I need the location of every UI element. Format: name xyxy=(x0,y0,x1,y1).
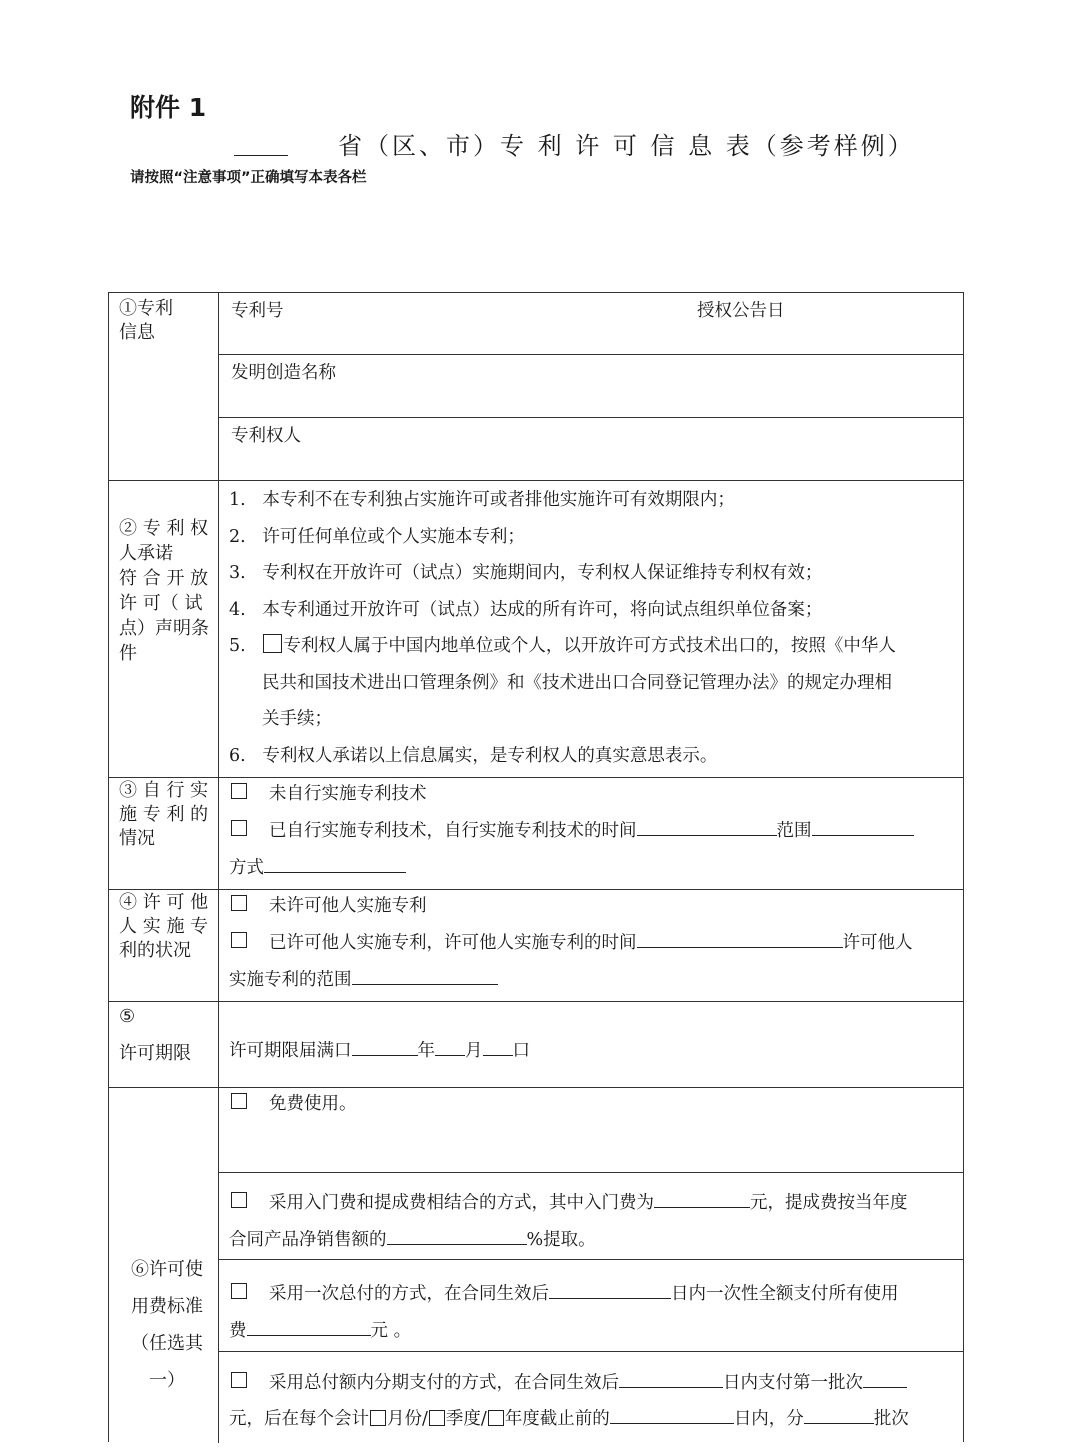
fill-note: 请按照“注意事项”正确填写本表各栏 xyxy=(130,170,367,186)
invention-name-field[interactable]: 发明创造名称 xyxy=(231,363,336,383)
self-method-blank[interactable] xyxy=(264,854,406,873)
section2-label: ② 专 利 权 人承诺 符 合 开 放 许 可（ 试 点）声明条 件 xyxy=(119,518,209,664)
not-licensed-label: 未许可他人实施专利 xyxy=(269,896,427,916)
license-time-blank[interactable] xyxy=(637,929,843,948)
commitment-item-5-line3: 关手续； xyxy=(262,709,332,729)
commitment-item-3: 3. 专利权在开放许可（试点）实施期间内，专利权人保证维持专利权有效； xyxy=(229,563,823,583)
batch-count-blank[interactable] xyxy=(804,1405,874,1424)
not-self-implemented-label: 未自行实施专利技术 xyxy=(269,784,427,804)
self-time-blank[interactable] xyxy=(637,817,777,836)
term-year-blank[interactable] xyxy=(352,1037,418,1056)
license-scope-blank[interactable] xyxy=(352,966,498,985)
commitment-item-5: 5. 专利权人属于中国内地单位或个人，以开放许可方式技术出口的，按照《中华人 xyxy=(229,636,896,656)
entry-fee-blank[interactable] xyxy=(654,1189,750,1208)
self-implemented-checkbox[interactable] xyxy=(231,820,247,836)
row-divider xyxy=(109,480,964,481)
license-term-line: 许可期限届满口 年 月 口 xyxy=(229,1037,530,1062)
entry-royalty-line: 采用入门费和提成费相结合的方式，其中入门费为 元，提成费按当年度 xyxy=(269,1189,908,1214)
section4-label: ④ 许 可 他 人 实 施 专 利的状况 xyxy=(119,892,209,961)
lump-sum-days-blank[interactable] xyxy=(549,1280,671,1299)
entry-royalty-checkbox[interactable] xyxy=(231,1192,247,1208)
export-checkbox[interactable] xyxy=(263,634,282,653)
row-divider xyxy=(218,1351,964,1352)
self-method-line: 方式 xyxy=(229,854,406,879)
row-divider xyxy=(109,889,964,890)
installment-line: 采用总付额内分期支付的方式，在合同生效后 日内支付第一批次 xyxy=(269,1369,907,1394)
row-divider xyxy=(218,1172,964,1173)
row-divider xyxy=(109,1087,964,1088)
self-implemented-line: 已自行实施专利技术，自行实施专利技术的时间 范围 xyxy=(269,817,914,842)
first-payment-amount-blank[interactable] xyxy=(863,1369,907,1388)
grant-date-field[interactable]: 授权公告日 xyxy=(697,301,785,321)
installment-checkbox[interactable] xyxy=(231,1372,247,1388)
yearly-checkbox[interactable] xyxy=(488,1410,504,1426)
row-divider xyxy=(218,1259,964,1260)
royalty-rate-line: 合同产品净销售额的 %提取。 xyxy=(229,1226,596,1251)
installment-days-blank[interactable] xyxy=(610,1405,734,1424)
section1-label: ①专利 信息 xyxy=(119,298,173,343)
not-self-implemented-checkbox[interactable] xyxy=(231,783,247,799)
attachment-label: 附件 1 xyxy=(130,93,207,122)
patentee-field[interactable]: 专利权人 xyxy=(231,426,301,446)
row-divider xyxy=(109,1001,964,1002)
quarterly-checkbox[interactable] xyxy=(429,1410,445,1426)
section3-label: ③ 自 行 实 施 专 利 的 情况 xyxy=(119,780,209,849)
term-day-blank[interactable] xyxy=(483,1037,513,1056)
royalty-rate-blank[interactable] xyxy=(387,1226,527,1245)
lump-sum-checkbox[interactable] xyxy=(231,1283,247,1299)
row-divider xyxy=(109,777,964,778)
commitment-item-5-line2: 民共和国技术进出口管理条例》和《技术进出口合同登记管理办法》的规定办理相 xyxy=(262,673,892,693)
row-divider xyxy=(218,417,964,418)
self-scope-blank[interactable] xyxy=(812,817,914,836)
lump-sum-line: 采用一次总付的方式，在合同生效后 日内一次性全额支付所有使用 xyxy=(269,1280,899,1305)
commitment-item-4: 4. 本专利通过开放许可（试点）达成的所有许可，将向试点组织单位备案； xyxy=(229,600,823,620)
province-blank[interactable] xyxy=(234,155,288,156)
commitment-item-2: 2. 许可任何单位或个人实施本专利； xyxy=(229,527,525,547)
lump-sum-amount-line: 费 元 。 xyxy=(229,1317,411,1342)
free-use-checkbox[interactable] xyxy=(231,1093,247,1109)
monthly-checkbox[interactable] xyxy=(370,1410,386,1426)
lump-sum-amount-blank[interactable] xyxy=(247,1317,371,1336)
license-scope-line: 实施专利的范围 xyxy=(229,966,498,991)
free-use-label: 免费使用。 xyxy=(269,1094,357,1114)
license-info-form xyxy=(108,292,964,1442)
row-divider xyxy=(218,354,964,355)
installment-detail-line: 元，后在每个会计 月份/ 季度/ 年度截止前的 日内，分 批次 xyxy=(229,1405,909,1430)
column-divider xyxy=(218,293,219,1443)
term-month-blank[interactable] xyxy=(435,1037,465,1056)
form-title: 省（区、市）专 利 许 可 信 息 表（参考样例） xyxy=(338,132,915,160)
first-payment-days-blank[interactable] xyxy=(619,1369,723,1388)
patent-number-field[interactable]: 专利号 xyxy=(231,301,284,321)
section6-label: ⑥许可使 用费标准 （任选其 一） xyxy=(131,1259,203,1391)
licensed-line: 已许可他人实施专利，许可他人实施专利的时间 许可他人 xyxy=(269,929,913,954)
title-row xyxy=(234,126,934,160)
commitment-item-6: 6. 专利权人承诺以上信息属实，是专利权人的真实意思表示。 xyxy=(229,746,718,766)
section5-label: ⑤ 许可期限 xyxy=(119,1006,191,1064)
commitment-item-1: 1. 本专利不在专利独占实施许可或者排他实施许可有效期限内； xyxy=(229,490,735,510)
not-licensed-checkbox[interactable] xyxy=(231,895,247,911)
licensed-checkbox[interactable] xyxy=(231,932,247,948)
